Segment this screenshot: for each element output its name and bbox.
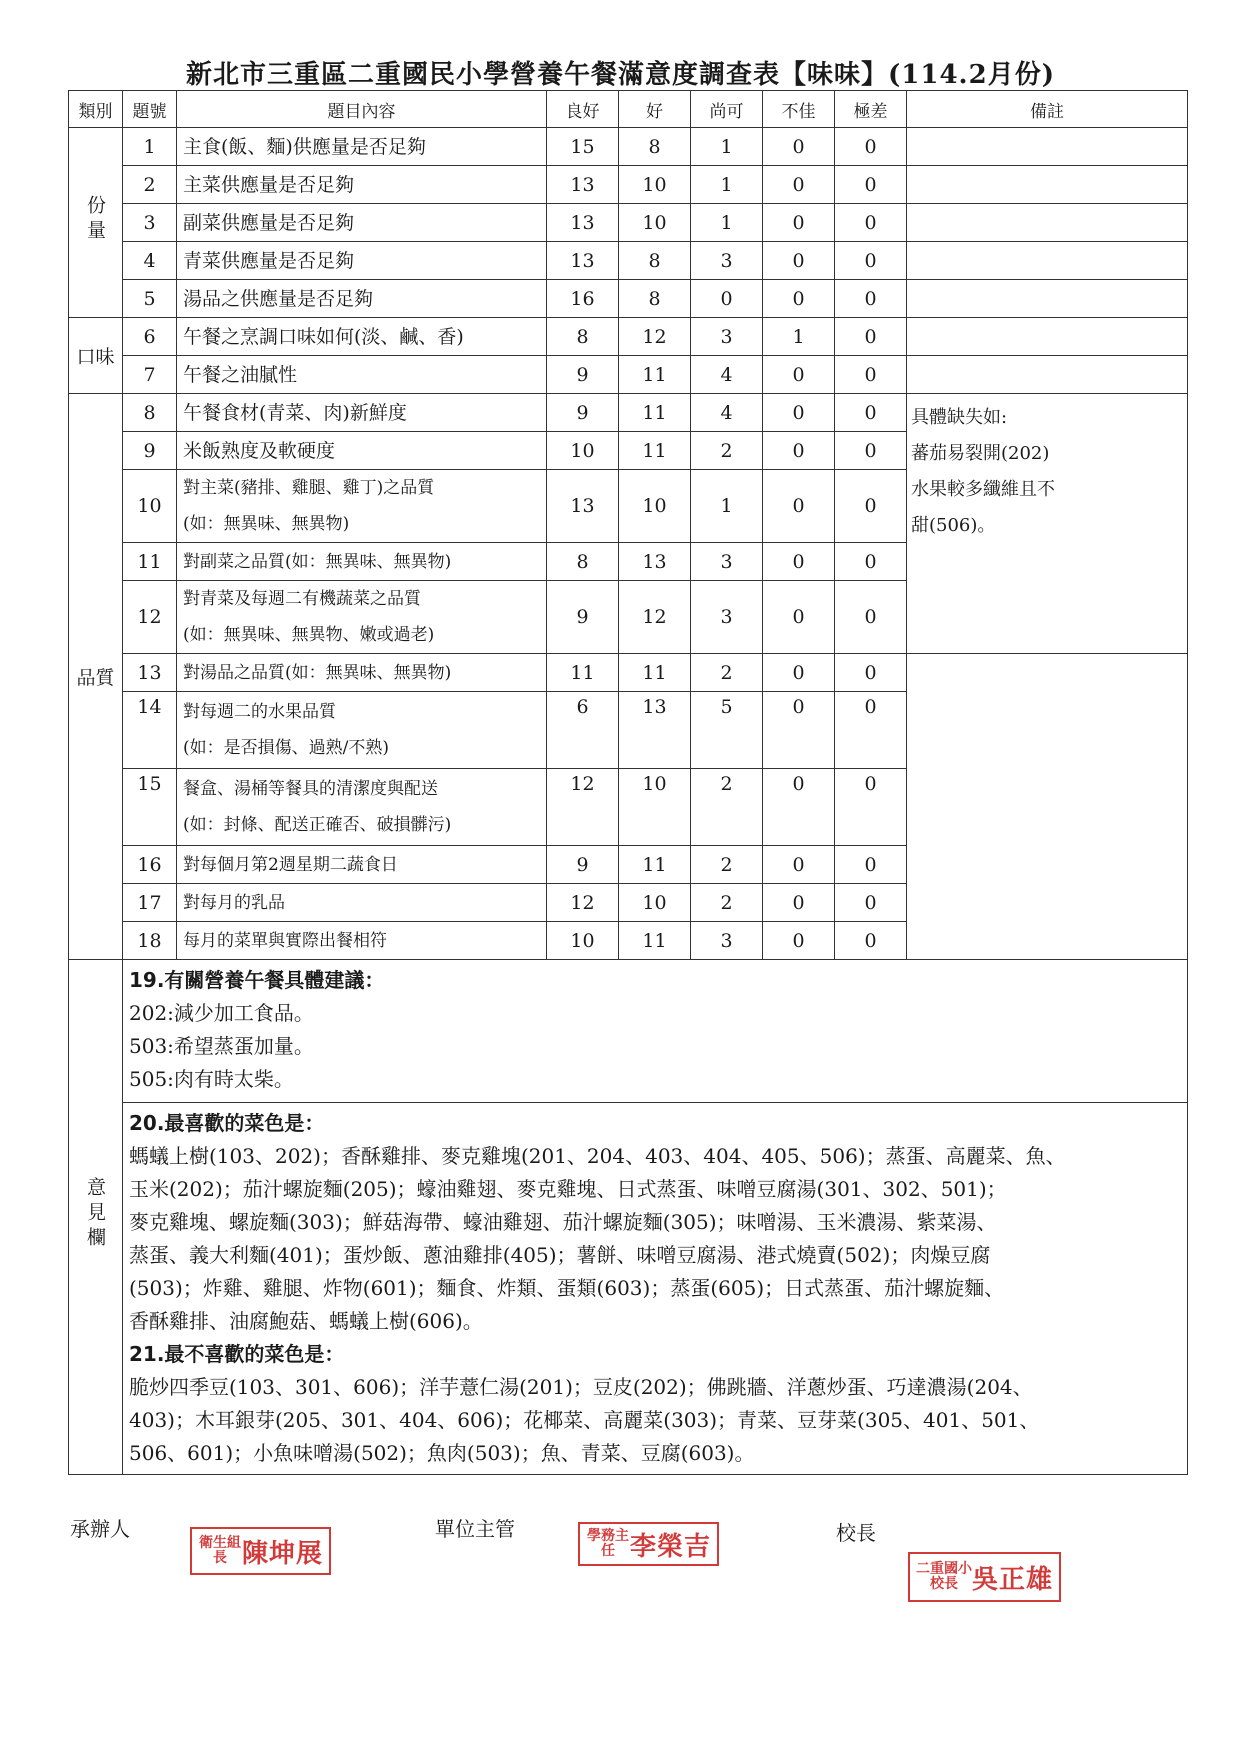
- count-good: 10: [619, 769, 691, 846]
- header-poor: 不佳: [763, 91, 835, 128]
- count-very-good: 8: [547, 543, 619, 581]
- count-good: 8: [619, 280, 691, 318]
- count-poor: 0: [763, 654, 835, 692]
- signature-unit-head-label: 單位主管: [435, 1517, 515, 1541]
- table-row: [69, 280, 1188, 318]
- count-very-good: 13: [547, 242, 619, 280]
- stamp-unit-head: [578, 1522, 719, 1566]
- stamp-head-name: 李榮吉: [630, 1531, 712, 1562]
- remark-cell: [907, 204, 1188, 242]
- count-very-good: 13: [547, 204, 619, 242]
- question-number: 15: [123, 769, 177, 846]
- count-poor: 0: [763, 543, 835, 581]
- question-text: 湯品之供應量是否足夠: [177, 280, 547, 318]
- question-text: 主菜供應量是否足夠: [177, 166, 547, 204]
- question-number: 4: [123, 242, 177, 280]
- count-very-good: 10: [547, 922, 619, 960]
- favorites-line: 香酥雞排、油腐鮑菇、螞蟻上樹(606)。: [129, 1309, 483, 1333]
- count-poor: 0: [763, 922, 835, 960]
- opinion-favorites: [123, 1102, 1187, 1470]
- table-row: [69, 128, 1188, 166]
- count-very-good: 11: [547, 654, 619, 692]
- count-good: 11: [619, 922, 691, 960]
- count-poor: 0: [763, 884, 835, 922]
- count-good: 10: [619, 204, 691, 242]
- count-poor: 0: [763, 394, 835, 432]
- count-poor: 0: [763, 128, 835, 166]
- stamp-handler-name: 陳坤展: [242, 1538, 324, 1569]
- header-very-good: 良好: [547, 91, 619, 128]
- count-very-good: 6: [547, 692, 619, 769]
- count-poor: 0: [763, 242, 835, 280]
- favorites-line: 麥克雞塊、螺旋麵(303)；鮮菇海帶、蠔油雞翅、茄汁螺旋麵(305)；味噌湯、玉米濃湯、紫菜湯、: [129, 1210, 997, 1234]
- count-very-poor: 0: [835, 769, 907, 846]
- survey-table: [68, 90, 1188, 1475]
- header-row: [69, 91, 1188, 128]
- remark-line: 具體缺失如:: [911, 407, 1008, 428]
- quality-remarks: [907, 394, 1188, 654]
- header-number: 題號: [123, 91, 177, 128]
- count-fair: 0: [691, 280, 763, 318]
- count-very-poor: 0: [835, 356, 907, 394]
- table-row: [69, 242, 1188, 280]
- count-fair: 1: [691, 166, 763, 204]
- count-poor: 0: [763, 470, 835, 543]
- category-taste: 口味: [69, 318, 123, 394]
- count-good: 10: [619, 166, 691, 204]
- count-good: 11: [619, 654, 691, 692]
- question-text: 午餐之油膩性: [177, 356, 547, 394]
- header-very-poor: 極差: [835, 91, 907, 128]
- count-fair: 3: [691, 318, 763, 356]
- question-number: 8: [123, 394, 177, 432]
- question-text: 副菜供應量是否足夠: [177, 204, 547, 242]
- count-fair: 1: [691, 204, 763, 242]
- header-good: 好: [619, 91, 691, 128]
- count-fair: 3: [691, 581, 763, 654]
- count-very-poor: 0: [835, 581, 907, 654]
- question-number: 14: [123, 692, 177, 769]
- stamp-handler-title: 衛生組長: [199, 1535, 241, 1566]
- table-row: [69, 394, 1188, 432]
- count-very-poor: 0: [835, 884, 907, 922]
- dislikes-line: 403)；木耳銀芽(205、301、404、606)；花椰菜、高麗菜(303)；青菜、豆芽菜(305、401、501、: [129, 1408, 1040, 1432]
- count-good: 11: [619, 394, 691, 432]
- question-number: 6: [123, 318, 177, 356]
- stamp-principal: [908, 1552, 1061, 1602]
- stamp-head-title: 學務主任: [587, 1528, 629, 1559]
- favorites-line: 蒸蛋、義大利麵(401)；蛋炒飯、蔥油雞排(405)；薯餅、味噌豆腐湯、港式燒賣(502)；肉燥豆腐: [129, 1243, 991, 1267]
- signature-principal-label: 校長: [836, 1521, 876, 1545]
- question-text: 餐盒、湯桶等餐具的清潔度與配送 (如：封條、配送正確否、破損髒污): [177, 769, 547, 846]
- question-text: 對每月的乳品: [177, 884, 547, 922]
- count-poor: 0: [763, 432, 835, 470]
- header-fair: 尚可: [691, 91, 763, 128]
- count-poor: 0: [763, 204, 835, 242]
- question-number: 11: [123, 543, 177, 581]
- count-poor: 0: [763, 581, 835, 654]
- count-fair: 1: [691, 128, 763, 166]
- remark-cell: [907, 242, 1188, 280]
- question-number: 12: [123, 581, 177, 654]
- count-good: 11: [619, 432, 691, 470]
- count-poor: 0: [763, 166, 835, 204]
- opinion-suggestions: [129, 964, 1181, 1096]
- count-good: 12: [619, 318, 691, 356]
- count-very-poor: 0: [835, 846, 907, 884]
- count-fair: 2: [691, 432, 763, 470]
- category-quality: 品質: [69, 394, 123, 960]
- category-opinion: 意見欄: [69, 960, 123, 1475]
- question-text: 對每週二的水果品質 (如：是否損傷、過熟/不熟): [177, 692, 547, 769]
- count-very-poor: 0: [835, 394, 907, 432]
- count-very-poor: 0: [835, 204, 907, 242]
- question-number: 13: [123, 654, 177, 692]
- category-portion: 份量: [69, 128, 123, 318]
- question-number: 2: [123, 166, 177, 204]
- count-very-good: 9: [547, 356, 619, 394]
- count-good: 10: [619, 884, 691, 922]
- question-text: 青菜供應量是否足夠: [177, 242, 547, 280]
- remark-line: 蕃茄易裂開(202): [911, 443, 1050, 464]
- count-very-poor: 0: [835, 692, 907, 769]
- count-very-poor: 0: [835, 242, 907, 280]
- dislikes-line: 脆炒四季豆(103、301、606)；洋芋薏仁湯(201)；豆皮(202)；佛跳牆、洋蔥炒蛋、巧達濃湯(204、: [129, 1375, 1033, 1399]
- count-fair: 2: [691, 769, 763, 846]
- count-good: 13: [619, 692, 691, 769]
- stamp-handler: [190, 1527, 331, 1575]
- dislikes-line: 506、601)；小魚味噌湯(502)；魚肉(503)；魚、青菜、豆腐(603)。: [129, 1441, 755, 1465]
- table-row: [69, 654, 1188, 692]
- count-very-good: 10: [547, 432, 619, 470]
- question-text: 對副菜之品質(如：無異味、無異物): [177, 543, 547, 581]
- question-number: 9: [123, 432, 177, 470]
- question-number: 10: [123, 470, 177, 543]
- question-text: 午餐食材(青菜、肉)新鮮度: [177, 394, 547, 432]
- remark-cell: [907, 128, 1188, 166]
- stamp-principal-title: 二重國小校長: [916, 1561, 972, 1592]
- remark-line: 甜(506)。: [911, 515, 996, 536]
- header-remarks: 備註: [907, 91, 1188, 128]
- suggestions-heading: 19.有關營養午餐具體建議：: [129, 968, 385, 992]
- count-very-poor: 0: [835, 470, 907, 543]
- table-row: [69, 204, 1188, 242]
- count-poor: 0: [763, 356, 835, 394]
- remark-cell: [907, 654, 1188, 960]
- count-poor: 0: [763, 846, 835, 884]
- question-text: 對青菜及每週二有機蔬菜之品質 (如：無異味、無異物、嫩或過老): [177, 581, 547, 654]
- opinion-row: [69, 960, 1188, 1475]
- question-text: 米飯熟度及軟硬度: [177, 432, 547, 470]
- count-good: 8: [619, 128, 691, 166]
- favorites-line: 玉米(202)；茄汁螺旋麵(205)；蠔油雞翅、麥克雞塊、日式蒸蛋、味噌豆腐湯(301、302、501)；: [129, 1177, 1007, 1201]
- opinion-content: [123, 960, 1188, 1475]
- table-row: [69, 318, 1188, 356]
- favorites-line: 螞蟻上樹(103、202)；香酥雞排、麥克雞塊(201、204、403、404、405、506)；蒸蛋、高麗菜、魚、: [129, 1144, 1066, 1168]
- count-poor: 1: [763, 318, 835, 356]
- count-very-good: 9: [547, 581, 619, 654]
- count-very-poor: 0: [835, 166, 907, 204]
- count-fair: 3: [691, 242, 763, 280]
- count-fair: 3: [691, 922, 763, 960]
- remark-line: 水果較多纖維且不: [911, 479, 1055, 500]
- table-row: [69, 166, 1188, 204]
- question-text: 每月的菜單與實際出餐相符: [177, 922, 547, 960]
- question-number: 17: [123, 884, 177, 922]
- count-fair: 4: [691, 356, 763, 394]
- count-very-good: 9: [547, 846, 619, 884]
- count-fair: 2: [691, 846, 763, 884]
- header-question: 題目內容: [177, 91, 547, 128]
- count-very-poor: 0: [835, 128, 907, 166]
- question-text: 對主菜(豬排、雞腿、雞丁)之品質 (如：無異味、無異物): [177, 470, 547, 543]
- count-fair: 2: [691, 654, 763, 692]
- question-number: 16: [123, 846, 177, 884]
- count-good: 13: [619, 543, 691, 581]
- count-fair: 1: [691, 470, 763, 543]
- count-good: 10: [619, 470, 691, 543]
- count-very-good: 12: [547, 884, 619, 922]
- question-text: 午餐之烹調口味如何(淡、鹹、香): [177, 318, 547, 356]
- stamp-principal-name: 吳正雄: [972, 1564, 1054, 1595]
- header-category: 類別: [69, 91, 123, 128]
- favorites-heading: 20.最喜歡的菜色是：: [129, 1111, 325, 1135]
- signature-handler-label: 承辦人: [70, 1517, 130, 1541]
- question-text: 對湯品之品質(如：無異味、無異物): [177, 654, 547, 692]
- suggestion-line: 505:肉有時太柴。: [129, 1067, 294, 1091]
- count-very-good: 16: [547, 280, 619, 318]
- remark-cell: [907, 356, 1188, 394]
- remark-cell: [907, 280, 1188, 318]
- count-poor: 0: [763, 769, 835, 846]
- count-very-poor: 0: [835, 318, 907, 356]
- count-very-poor: 0: [835, 543, 907, 581]
- count-good: 11: [619, 356, 691, 394]
- count-very-good: 8: [547, 318, 619, 356]
- remark-cell: [907, 318, 1188, 356]
- count-very-poor: 0: [835, 922, 907, 960]
- favorites-line: (503)；炸雞、雞腿、炸物(601)；麵食、炸類、蛋類(603)；蒸蛋(605)；日式蒸蛋、茄汁螺旋麵、: [129, 1276, 1005, 1300]
- question-number: 1: [123, 128, 177, 166]
- count-very-good: 12: [547, 769, 619, 846]
- question-number: 7: [123, 356, 177, 394]
- suggestion-line: 503:希望蒸蛋加量。: [129, 1034, 314, 1058]
- count-very-poor: 0: [835, 280, 907, 318]
- dislikes-heading: 21.最不喜歡的菜色是：: [129, 1342, 345, 1366]
- table-row: [69, 356, 1188, 394]
- count-good: 12: [619, 581, 691, 654]
- count-very-good: 13: [547, 470, 619, 543]
- count-very-poor: 0: [835, 654, 907, 692]
- question-text: 對每個月第2週星期二蔬食日: [177, 846, 547, 884]
- question-text: 主食(飯、麵)供應量是否足夠: [177, 128, 547, 166]
- count-very-poor: 0: [835, 432, 907, 470]
- page-title: 新北市三重區二重國民小學營養午餐滿意度調查表【味味】(114.2月份): [185, 60, 1056, 90]
- count-good: 8: [619, 242, 691, 280]
- count-very-good: 9: [547, 394, 619, 432]
- count-poor: 0: [763, 280, 835, 318]
- count-good: 11: [619, 846, 691, 884]
- count-fair: 3: [691, 543, 763, 581]
- count-fair: 4: [691, 394, 763, 432]
- question-number: 3: [123, 204, 177, 242]
- remark-cell: [907, 166, 1188, 204]
- question-number: 18: [123, 922, 177, 960]
- count-fair: 5: [691, 692, 763, 769]
- question-number: 5: [123, 280, 177, 318]
- suggestion-line: 202:減少加工食品。: [129, 1001, 314, 1025]
- count-very-good: 15: [547, 128, 619, 166]
- count-fair: 2: [691, 884, 763, 922]
- count-poor: 0: [763, 692, 835, 769]
- count-very-good: 13: [547, 166, 619, 204]
